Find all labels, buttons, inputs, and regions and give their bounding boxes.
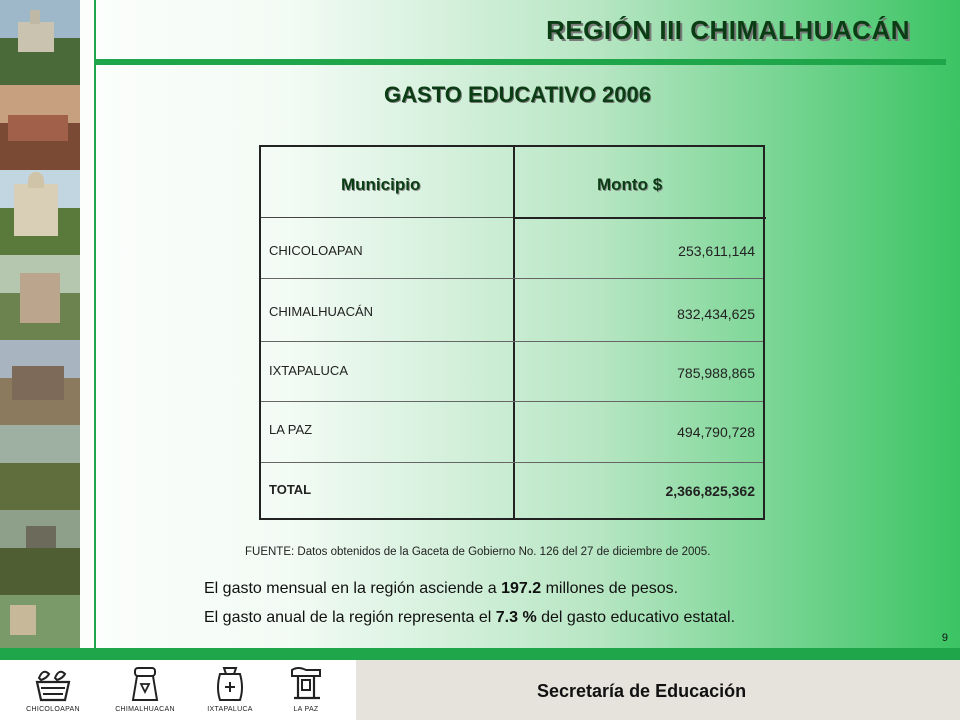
church-photo-2 [0,170,80,255]
bottom-green-band [0,648,960,660]
church-photo-1 [0,0,80,85]
column-header-monto: Monto $ [597,175,663,194]
column-header-municipio: Municipio [341,175,421,194]
logo-label: CHICOLOAPAN [26,706,80,713]
header-divider-bold [513,217,766,219]
row-divider [261,462,763,463]
note-annual-unit: del gasto educativo estatal. [536,609,736,626]
municipio-name: LA PAZ [269,422,313,437]
monto-value: 785,988,865 [677,365,755,381]
logo-label: IXTAPALUCA [207,706,253,713]
birds-basket-icon [29,664,77,704]
expense-table [259,145,765,520]
jar-icon [206,664,254,704]
note-monthly-unit: millones de pesos. [541,580,679,597]
note-monthly-value: 197.2 [501,580,542,597]
temple-icon [282,664,330,704]
stacked-figure-icon [121,664,169,704]
note-monthly-text: El gasto mensual en la región asciende a [204,580,502,597]
church-photo-4 [0,340,80,425]
source-note: FUENTE: Datos obtenidos de la Gaceta de Gobierno No. 126 del 27 de diciembre de 2005. [245,546,711,558]
title-underline-bar [96,59,946,65]
municipio-name: CHIMALHUACÁN [269,304,374,319]
row-divider [261,278,763,279]
municipio-name: CHICOLOAPAN [269,243,363,258]
municipio-name: IXTAPALUCA [269,363,348,378]
note-annual [204,609,735,627]
page-title: GASTO EDUCATIVO 2006 [384,82,651,107]
page-number: 9 [941,632,948,644]
total-label: TOTAL [269,482,312,497]
logo-label: LA PAZ [293,706,319,713]
note-monthly [204,580,678,598]
row-divider [261,401,763,402]
trees-photo [0,595,80,648]
logo-chimalhuacan [105,664,185,718]
monto-value: 494,790,728 [677,424,755,440]
field-photo-1 [0,425,80,510]
logo-la-paz [266,664,346,718]
footer-title: Secretaría de Educación [537,681,747,701]
note-annual-text: El gasto anual de la región representa el [204,609,496,626]
church-photo-3 [0,255,80,340]
monto-value: 832,434,625 [677,306,755,322]
logo-label: CHIMALHUACAN [115,706,175,713]
monto-value: 253,611,144 [678,243,755,259]
logo-chicoloapan [13,664,93,718]
logo-ixtapaluca [190,664,270,718]
total-value: 2,366,825,362 [665,483,755,499]
row-divider [261,341,763,342]
region-title: REGIÓN III CHIMALHUACÁN [546,15,910,45]
note-annual-value: 7.3 % [495,609,537,626]
field-photo-2 [0,510,80,595]
